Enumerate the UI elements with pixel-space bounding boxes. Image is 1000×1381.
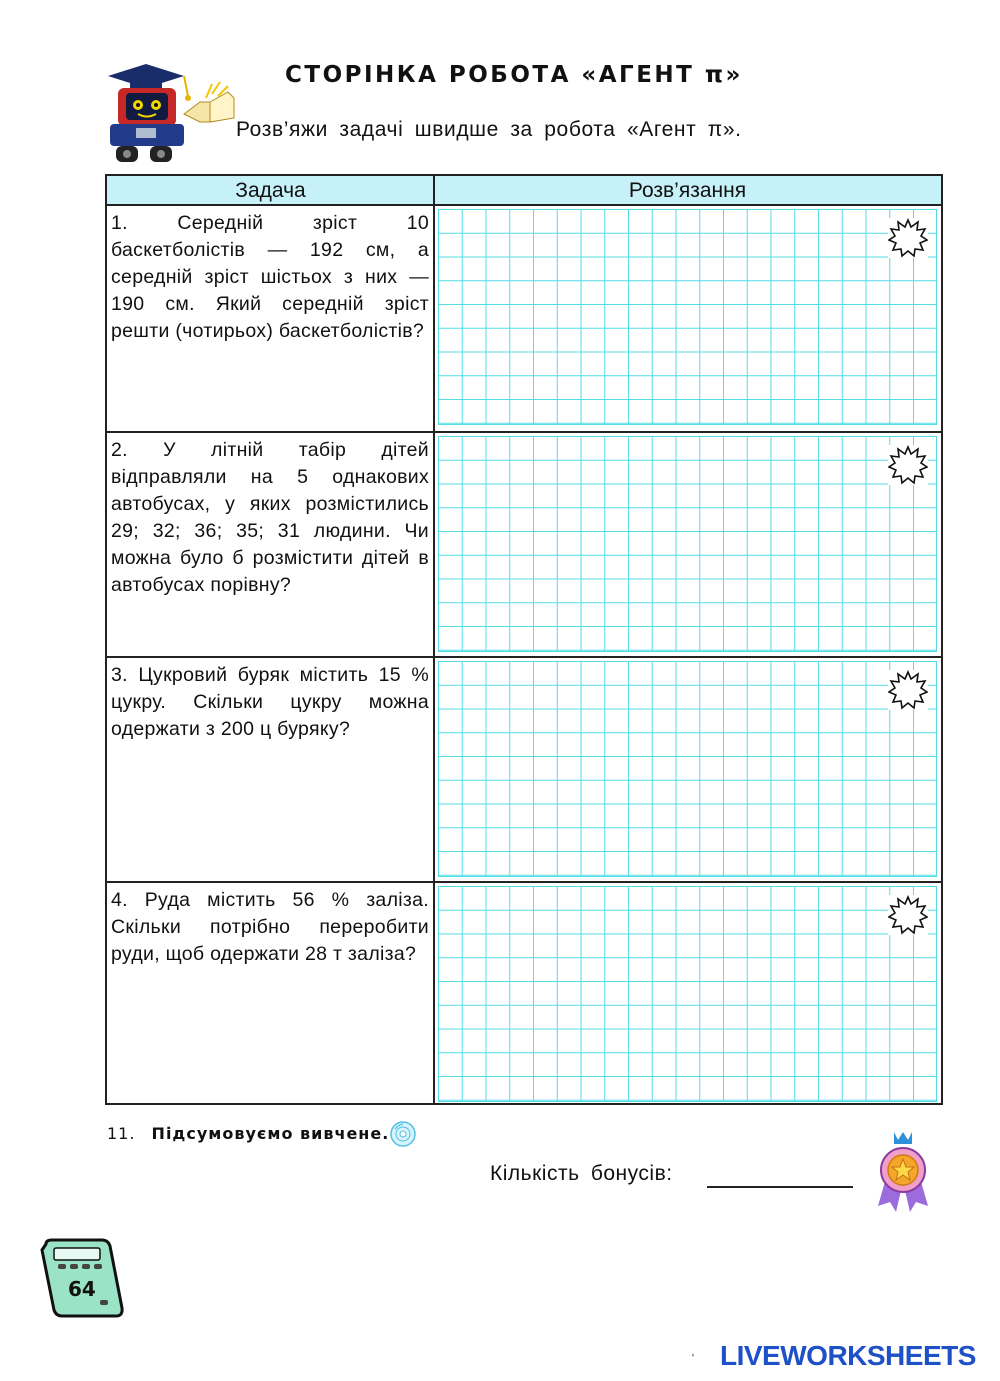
star-badge-icon (888, 445, 928, 485)
bonus-label: Кількість бонусів: (490, 1162, 673, 1185)
disc-icon (389, 1120, 417, 1148)
calculator-icon (40, 1238, 124, 1318)
star-badge-icon (888, 218, 928, 258)
solution-grid[interactable] (438, 886, 937, 1102)
medal-icon (872, 1128, 934, 1216)
star-badge-icon (888, 895, 928, 935)
task-text: 3. Цукровий буряк містить 15 % цукру. Скільки цукру можна одержати з 200 ц буряку? (111, 664, 429, 740)
task-text: 4. Руда містить 56 % заліза. Скільки потрібно переробити руди, щоб одержати 28 т заліза? (111, 889, 429, 965)
liveworksheets-wordmark: LIVEWORKSHEETS (720, 1340, 976, 1371)
column-header-task: Задача (235, 179, 306, 202)
solution-grid[interactable] (438, 209, 937, 425)
task-text: 2. У літній табір дітей відправляли на 5 однакових автобусах, у яких розмістились 29; 32; 36; 35; 31 людини. Чи можна було б розмістити дітей в автобусах порівну? (111, 439, 429, 596)
liveworksheets-logo (692, 1338, 720, 1372)
page-title: СТОРІНКА РОБОТА «АГЕНТ π» (285, 62, 743, 88)
tasks-table (105, 174, 943, 1105)
table-header (107, 176, 941, 206)
page-subtitle: Розв’яжи задачі швидше за робота «Агент π». (236, 118, 742, 141)
summary-number: 11. (107, 1124, 136, 1143)
solution-grid[interactable] (438, 436, 937, 652)
table-row (107, 431, 941, 656)
summary-text: Підсумовуємо вивчене. (151, 1124, 390, 1143)
column-header-solution: Розв’язання (628, 179, 747, 202)
table-row (107, 881, 941, 1106)
column-divider (433, 176, 435, 1103)
table-row (107, 206, 941, 431)
solution-grid[interactable] (438, 661, 937, 877)
bonus-input-line[interactable] (707, 1186, 853, 1188)
page-number: 64 (68, 1277, 96, 1301)
table-row (107, 656, 941, 881)
summary-section (107, 1124, 389, 1143)
star-badge-icon (888, 670, 928, 710)
task-text: 1. Середній зріст 10 баскетболістів — 192 см, а середній зріст шістьох з них — 190 см. Який середній зріст решти (чотирьох) баскетболістів? (111, 212, 429, 342)
robot-agent-illustration (100, 62, 240, 167)
